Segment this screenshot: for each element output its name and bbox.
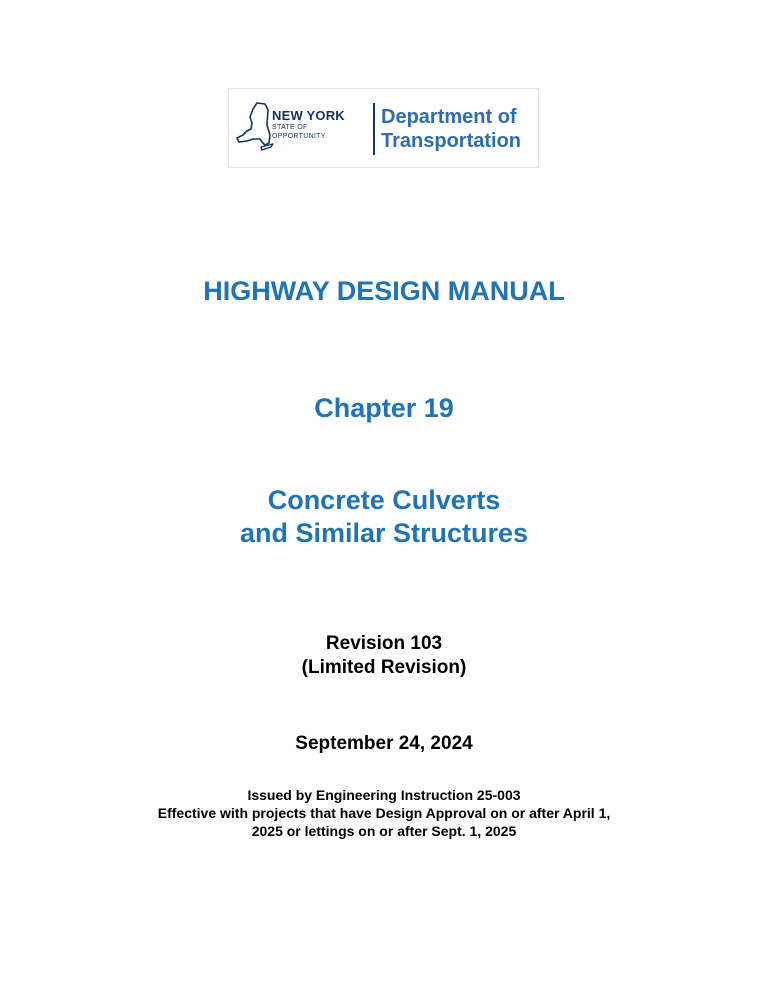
issuance-line-1: Issued by Engineering Instruction 25-003 xyxy=(247,787,521,803)
manual-title: HIGHWAY DESIGN MANUAL xyxy=(203,276,565,306)
issuance-line-2: Effective with projects that have Design Approval on or after April 1, xyxy=(157,805,611,821)
issuance-note xyxy=(0,786,768,840)
state-tagline-2: OPPORTUNITY. xyxy=(272,133,328,140)
chapter-subject xyxy=(0,484,768,550)
revision-number: Revision 103 xyxy=(325,633,443,654)
department-wordmark xyxy=(381,105,521,153)
state-tagline-1: STATE OF xyxy=(272,124,308,131)
chapter-subject-line-1: Concrete Culverts xyxy=(267,485,501,515)
chapter-subject-line-2: and Similar Structures xyxy=(239,518,529,548)
new-york-state-outline-icon xyxy=(235,101,275,157)
chapter-heading: Chapter 19 xyxy=(314,393,454,423)
nysdot-logo xyxy=(228,88,539,168)
new-york-wordmark xyxy=(272,109,372,140)
revision-date: September 24, 2024 xyxy=(295,733,473,754)
state-name: NEW YORK xyxy=(272,108,345,123)
logo-divider xyxy=(373,103,375,155)
department-line-2: Transportation xyxy=(381,130,522,152)
department-line-1: Department of xyxy=(381,106,517,128)
revision-type: (Limited Revision) xyxy=(301,657,467,678)
issuance-line-3: 2025 or lettings on or after Sept. 1, 2025 xyxy=(251,823,517,839)
revision-block xyxy=(0,632,768,680)
